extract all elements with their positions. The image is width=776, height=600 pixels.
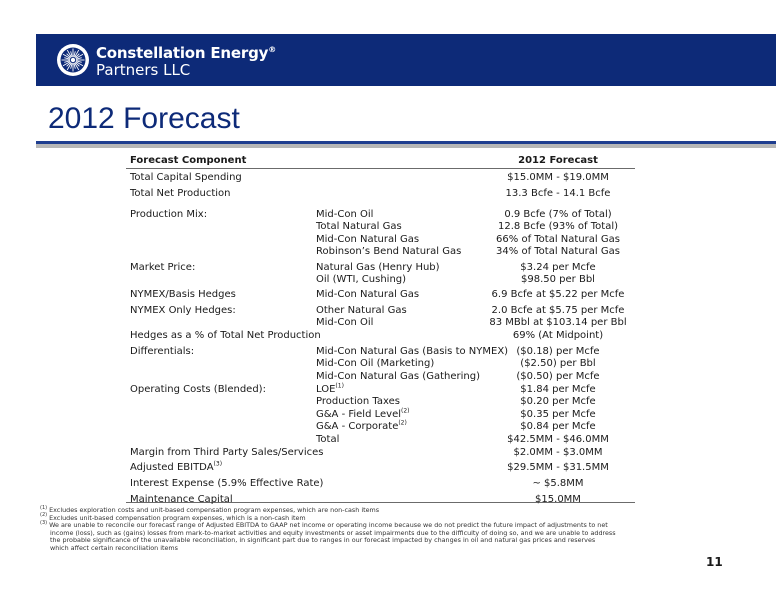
row-details: Other Natural Gas Mid-Con Oil — [316, 305, 407, 329]
row-forecast-values: $2.0MM - $3.0MM — [513, 447, 603, 458]
page-title: 2012 Forecast — [48, 102, 240, 135]
row-forecast-values: $29.5MM - $31.5MM — [507, 462, 609, 473]
row-details: LOE$^{(1)}$ Production Taxes G&A - Field Level$^{(2)}$ G&A - Corporate$^{(2)}$ Total — [316, 382, 410, 445]
header-2012-forecast: 2012 Forecast — [518, 155, 598, 166]
row-component: Market Price: — [130, 262, 196, 273]
row-component: Differentials: — [130, 346, 195, 357]
row-component: Adjusted EBITDA$^{(3)}$ — [130, 460, 223, 473]
row-component: Production Mix: — [130, 209, 208, 220]
brand-name-line2: Partners LLC — [96, 61, 191, 79]
row-component: Margin from Third Party Sales/Services — [130, 447, 324, 458]
row-component: Total Capital Spending — [130, 172, 242, 183]
row-component: Interest Expense (5.9% Effective Rate) — [130, 478, 324, 489]
footnote-line: $^{(2)}$ Excludes unit-based compensation program expenses, which is a non-cash item — [40, 512, 306, 522]
row-component: Total Net Production — [130, 188, 231, 199]
row-forecast-values: ~ $5.8MM — [532, 478, 584, 489]
row-forecast-values: ($0.18) per Mcfe ($2.50) per Bbl ($0.50) per Mcfe — [516, 346, 600, 382]
footnote-line: income (loss), such as (gains) losses from mark-to-market activities and equity investments or asset impairments due to the difficulty of doing so, and we are unable to address — [50, 528, 616, 537]
header-rule — [126, 168, 635, 169]
footnote-line: $^{(1)}$ Excludes exploration costs and unit-based compensation program expenses, which are non-cash items — [40, 504, 380, 514]
row-component: NYMEX Only Hedges: — [130, 305, 236, 316]
row-details: Mid-Con Natural Gas — [316, 289, 420, 300]
row-details: Mid-Con Natural Gas (Basis to NYMEX) Mid-Con Oil (Marketing) Mid-Con Natural Gas (Gathering) — [316, 346, 509, 382]
row-details: Natural Gas (Henry Hub) Oil (WTI, Cushing) — [316, 262, 440, 286]
footnote-line: which affect certain reconciliation items — [50, 543, 178, 552]
row-details: Mid-Con Oil Total Natural Gas Mid-Con Natural Gas Robinson’s Bend Natural Gas — [316, 209, 462, 258]
footnote-line: $^{(3)}$ We are unable to reconcile our forecast range of Adjusted EBITDA to GAAP net income or operating income because we do not predict the future impact of adjustments to net — [40, 520, 608, 530]
row-forecast-values: 2.0 Bcfe at $5.75 per Mcfe 83 MBbl at $103.14 per Bbl — [489, 305, 627, 329]
row-component: Hedges as a % of Total Net Production — [130, 330, 321, 341]
header-forecast-component: Forecast Component — [130, 155, 247, 166]
row-forecast-values: $15.0MM - $19.0MM — [507, 172, 609, 183]
row-component: Maintenance Capital — [130, 494, 233, 505]
row-forecast-values: $1.84 per Mcfe $0.20 per Mcfe $0.35 per Mcfe $0.84 per Mcfe $42.5MM - $46.0MM — [507, 384, 609, 445]
page-number: 11 — [706, 555, 723, 569]
row-forecast-values: 0.9 Bcfe (7% of Total) 12.8 Bcfe (93% of Total) 66% of Total Natural Gas 34% of Total Natural Gas — [496, 209, 620, 258]
row-forecast-values: 13.3 Bcfe - 14.1 Bcfe — [505, 188, 611, 199]
row-component: NYMEX/Basis Hedges — [130, 289, 236, 300]
footnote-line: the probable significance of the unavailable reconciliation, in significant part due to ranges in our forecast impacted by changes in oil and natural gas prices and reserves — [50, 536, 596, 545]
row-forecast-values: $3.24 per Mcfe $98.50 per Bbl — [520, 262, 596, 286]
row-forecast-values: 69% (At Midpoint) — [512, 330, 604, 341]
row-component: Operating Costs (Blended): — [130, 384, 266, 395]
row-forecast-values: $15.0MM — [535, 494, 581, 505]
footnotes — [40, 504, 700, 553]
row-forecast-values: 6.9 Bcfe at $5.22 per Mcfe — [491, 289, 625, 300]
brand-name-line1: Constellation Energy® — [96, 44, 277, 62]
